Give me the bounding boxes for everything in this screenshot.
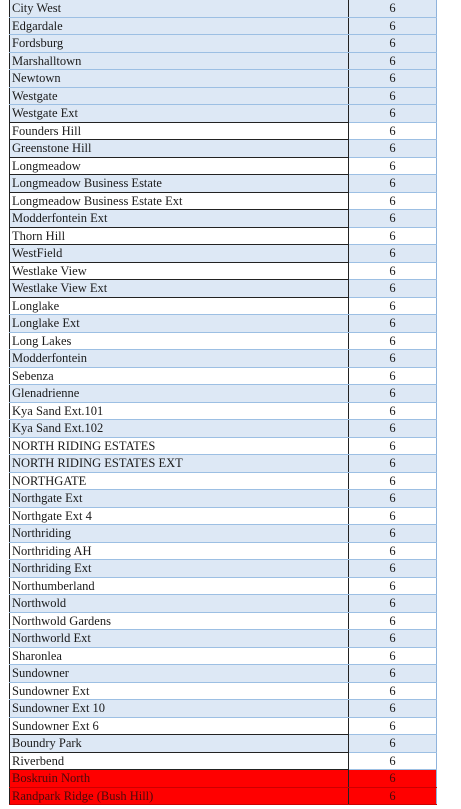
suburb-name-cell: Longmeadow Business Estate Ext bbox=[10, 192, 349, 210]
table-row bbox=[10, 402, 437, 420]
suburb-stage-table bbox=[9, 0, 437, 805]
stage-value-cell: 6 bbox=[349, 735, 437, 753]
table-row bbox=[10, 700, 437, 718]
table-row bbox=[10, 717, 437, 735]
stage-value-cell: 6 bbox=[349, 577, 437, 595]
suburb-table-container bbox=[9, 0, 434, 805]
suburb-name-cell: City West bbox=[10, 0, 349, 17]
stage-value-cell: 6 bbox=[349, 420, 437, 438]
table-row bbox=[10, 87, 437, 105]
suburb-name-cell: NORTH RIDING ESTATES EXT bbox=[10, 455, 349, 473]
suburb-name-cell: Northriding AH bbox=[10, 542, 349, 560]
stage-value-cell: 6 bbox=[349, 385, 437, 403]
suburb-name-cell: Northgate Ext bbox=[10, 490, 349, 508]
table-row bbox=[10, 192, 437, 210]
table-row bbox=[10, 17, 437, 35]
stage-value-cell: 6 bbox=[349, 297, 437, 315]
suburb-name-cell: Westlake View Ext bbox=[10, 280, 349, 298]
suburb-name-cell: Sundowner Ext bbox=[10, 682, 349, 700]
stage-value-cell: 6 bbox=[349, 175, 437, 193]
stage-value-cell: 6 bbox=[349, 595, 437, 613]
suburb-name-cell: Sharonlea bbox=[10, 647, 349, 665]
table-row bbox=[10, 280, 437, 298]
suburb-name-cell: Longmeadow bbox=[10, 157, 349, 175]
stage-value-cell: 6 bbox=[349, 787, 437, 805]
stage-value-cell: 6 bbox=[349, 280, 437, 298]
table-row bbox=[10, 560, 437, 578]
stage-value-cell: 6 bbox=[349, 70, 437, 88]
table-row bbox=[10, 105, 437, 123]
suburb-name-cell: Northgate Ext 4 bbox=[10, 507, 349, 525]
suburb-name-cell: Boundry Park bbox=[10, 735, 349, 753]
table-row bbox=[10, 735, 437, 753]
table-row bbox=[10, 297, 437, 315]
stage-value-cell: 6 bbox=[349, 647, 437, 665]
suburb-name-cell: Randpark Ridge (Bush Hill) bbox=[10, 787, 349, 805]
table-row bbox=[10, 367, 437, 385]
table-row bbox=[10, 490, 437, 508]
suburb-name-cell: Northriding bbox=[10, 525, 349, 543]
suburb-name-cell: Long Lakes bbox=[10, 332, 349, 350]
suburb-name-cell: Northwold bbox=[10, 595, 349, 613]
stage-value-cell: 6 bbox=[349, 455, 437, 473]
stage-value-cell: 6 bbox=[349, 122, 437, 140]
table-row bbox=[10, 525, 437, 543]
table-row bbox=[10, 455, 437, 473]
table-row bbox=[10, 262, 437, 280]
stage-value-cell: 6 bbox=[349, 770, 437, 788]
table-row bbox=[10, 227, 437, 245]
suburb-name-cell: Sundowner Ext 6 bbox=[10, 717, 349, 735]
suburb-name-cell: Greenstone Hill bbox=[10, 140, 349, 158]
stage-value-cell: 6 bbox=[349, 17, 437, 35]
stage-value-cell: 6 bbox=[349, 700, 437, 718]
stage-value-cell: 6 bbox=[349, 682, 437, 700]
stage-value-cell: 6 bbox=[349, 105, 437, 123]
suburb-name-cell: Westgate bbox=[10, 87, 349, 105]
stage-value-cell: 6 bbox=[349, 332, 437, 350]
suburb-name-cell: Founders Hill bbox=[10, 122, 349, 140]
suburb-name-cell: Marshalltown bbox=[10, 52, 349, 70]
table-row bbox=[10, 542, 437, 560]
suburb-name-cell: Westlake View bbox=[10, 262, 349, 280]
suburb-name-cell: Modderfontein bbox=[10, 350, 349, 368]
suburb-name-cell: Longlake Ext bbox=[10, 315, 349, 333]
stage-value-cell: 6 bbox=[349, 525, 437, 543]
table-row bbox=[10, 175, 437, 193]
table-row bbox=[10, 315, 437, 333]
table-row bbox=[10, 140, 437, 158]
stage-value-cell: 6 bbox=[349, 630, 437, 648]
stage-value-cell: 6 bbox=[349, 192, 437, 210]
table-row bbox=[10, 385, 437, 403]
stage-value-cell: 6 bbox=[349, 752, 437, 770]
table-row bbox=[10, 472, 437, 490]
suburb-name-cell: NORTH RIDING ESTATES bbox=[10, 437, 349, 455]
stage-value-cell: 6 bbox=[349, 402, 437, 420]
suburb-name-cell: Westgate Ext bbox=[10, 105, 349, 123]
stage-value-cell: 6 bbox=[349, 140, 437, 158]
table-row bbox=[10, 787, 437, 805]
table-row bbox=[10, 70, 437, 88]
stage-value-cell: 6 bbox=[349, 87, 437, 105]
table-row bbox=[10, 157, 437, 175]
suburb-name-cell: WestField bbox=[10, 245, 349, 263]
stage-value-cell: 6 bbox=[349, 315, 437, 333]
suburb-name-cell: Northwold Gardens bbox=[10, 612, 349, 630]
stage-value-cell: 6 bbox=[349, 35, 437, 53]
suburb-name-cell: Kya Sand Ext.102 bbox=[10, 420, 349, 438]
table-row bbox=[10, 437, 437, 455]
table-body bbox=[10, 0, 437, 805]
stage-value-cell: 6 bbox=[349, 245, 437, 263]
stage-value-cell: 6 bbox=[349, 437, 437, 455]
stage-value-cell: 6 bbox=[349, 542, 437, 560]
table-row bbox=[10, 630, 437, 648]
stage-value-cell: 6 bbox=[349, 507, 437, 525]
suburb-name-cell: Kya Sand Ext.101 bbox=[10, 402, 349, 420]
stage-value-cell: 6 bbox=[349, 210, 437, 228]
stage-value-cell: 6 bbox=[349, 0, 437, 17]
suburb-name-cell: Fordsburg bbox=[10, 35, 349, 53]
suburb-name-cell: Thorn Hill bbox=[10, 227, 349, 245]
table-row bbox=[10, 752, 437, 770]
suburb-name-cell: Riverbend bbox=[10, 752, 349, 770]
suburb-name-cell: Northworld Ext bbox=[10, 630, 349, 648]
suburb-name-cell: Sebenza bbox=[10, 367, 349, 385]
suburb-name-cell: Longmeadow Business Estate bbox=[10, 175, 349, 193]
table-row bbox=[10, 210, 437, 228]
table-row bbox=[10, 52, 437, 70]
table-row bbox=[10, 350, 437, 368]
stage-value-cell: 6 bbox=[349, 612, 437, 630]
table-row bbox=[10, 507, 437, 525]
table-row bbox=[10, 122, 437, 140]
suburb-name-cell: Boskruin North bbox=[10, 770, 349, 788]
stage-value-cell: 6 bbox=[349, 665, 437, 683]
suburb-name-cell: Glenadrienne bbox=[10, 385, 349, 403]
table-row bbox=[10, 647, 437, 665]
stage-value-cell: 6 bbox=[349, 472, 437, 490]
stage-value-cell: 6 bbox=[349, 52, 437, 70]
suburb-name-cell: NORTHGATE bbox=[10, 472, 349, 490]
table-row bbox=[10, 420, 437, 438]
table-row bbox=[10, 35, 437, 53]
suburb-name-cell: Sundowner Ext 10 bbox=[10, 700, 349, 718]
suburb-name-cell: Northriding Ext bbox=[10, 560, 349, 578]
table-row bbox=[10, 665, 437, 683]
stage-value-cell: 6 bbox=[349, 560, 437, 578]
suburb-name-cell: Edgardale bbox=[10, 17, 349, 35]
table-row bbox=[10, 577, 437, 595]
stage-value-cell: 6 bbox=[349, 157, 437, 175]
table-row bbox=[10, 245, 437, 263]
suburb-name-cell: Northumberland bbox=[10, 577, 349, 595]
stage-value-cell: 6 bbox=[349, 227, 437, 245]
stage-value-cell: 6 bbox=[349, 262, 437, 280]
suburb-name-cell: Newtown bbox=[10, 70, 349, 88]
stage-value-cell: 6 bbox=[349, 350, 437, 368]
table-row bbox=[10, 332, 437, 350]
table-row bbox=[10, 595, 437, 613]
table-row bbox=[10, 682, 437, 700]
stage-value-cell: 6 bbox=[349, 490, 437, 508]
suburb-name-cell: Longlake bbox=[10, 297, 349, 315]
table-row bbox=[10, 612, 437, 630]
stage-value-cell: 6 bbox=[349, 717, 437, 735]
suburb-name-cell: Sundowner bbox=[10, 665, 349, 683]
stage-value-cell: 6 bbox=[349, 367, 437, 385]
table-row bbox=[10, 0, 437, 17]
table-row bbox=[10, 770, 437, 788]
suburb-name-cell: Modderfontein Ext bbox=[10, 210, 349, 228]
